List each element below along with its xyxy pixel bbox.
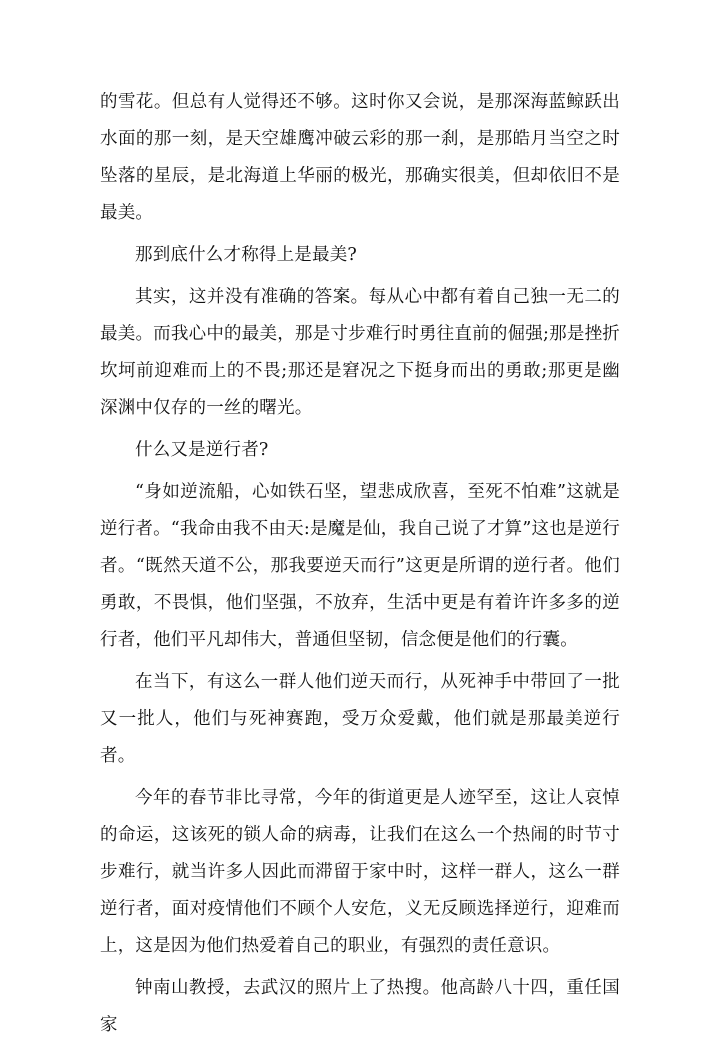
paragraph-4: 什么又是逆行者? xyxy=(135,440,269,460)
paragraph-6: 在当下，有这么一群人他们逆天而行，从死神手中带回了一批又一批人，他们与死神赛跑，受万众爱戴，他们就是那最美逆行者。 xyxy=(100,672,620,766)
paragraph-8: 钟南山教授，去武汉的照片上了热搜。他高龄八十四，重任国家 xyxy=(100,978,620,1035)
paragraph-7: 今年的春节非比寻常，今年的街道更是人迹罕至，这让人哀悼的命运，这该死的锁人命的病毒，让我们在这么一个热闹的时节寸步难行，就当许多人因此而滞留于家中时，这样一群人，这么一群逆行者，面对疫情他们不顾个人安危，义无反顾选择逆行，迎难而上，这是因为他们热爱着自己的职业，有强烈的责任意识。 xyxy=(100,788,620,956)
paragraph-3: 其实，这并没有准确的答案。每从心中都有着自己独一无二的最美。而我心中的最美，那是寸步难行时勇往直前的倔强;那是挫折坎坷前迎难而上的不畏;那还是窘况之下挺身而出的勇敢;那更是幽深渊中仅存的一丝的曙光。 xyxy=(100,287,620,418)
paragraph-2: 那到底什么才称得上是最美? xyxy=(135,245,357,265)
paragraph-1: 的雪花。但总有人觉得还不够。这时你又会说，是那深海蓝鲸跃出水面的那一刻，是天空雄鹰冲破云彩的那一刹，是那皓月当空之时坠落的星辰，是北海道上华丽的极光，那确实很美，但却依旧不是最美。 xyxy=(100,92,620,223)
document-body xyxy=(100,84,620,1044)
paragraph-5: “身如逆流船，心如铁石坚，望悲成欣喜，至死不怕难”这就是逆行者。“我命由我不由天:是魔是仙，我自己说了才算”这也是逆行者。“既然天道不公，那我要逆天而行”这更是所谓的逆行者。他们勇敢，不畏惧，他们坚强，不放弃，生活中更是有着许许多多的逆行者，他们平凡却伟大，普通但坚韧，信念便是他们的行囊。 xyxy=(100,482,620,650)
